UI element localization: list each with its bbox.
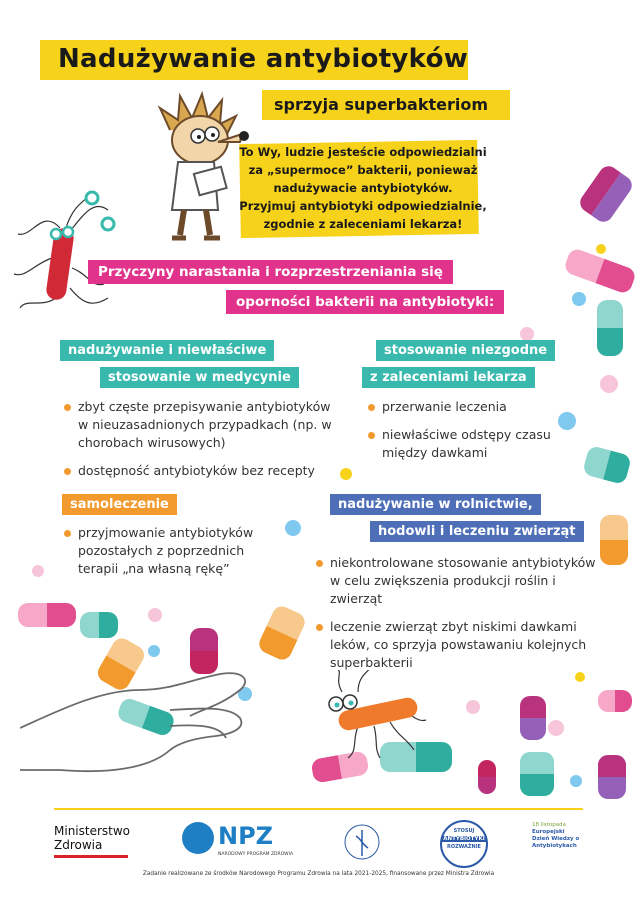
- section-noncompliance-list: [366, 398, 576, 472]
- section-noncompliance-label2: z zaleceniami lekarza: [362, 367, 535, 388]
- bacterium-illustration: [12, 188, 122, 318]
- list-item: przyjmowanie antybiotyków pozostałych z poprzednich terapii „na własną rękę”: [62, 524, 262, 578]
- list-item: niekontrolowane stosowanie antybiotyków w celu zwiększenia produkcji roślin i zwierząt: [314, 554, 604, 608]
- footer-divider: [54, 808, 583, 810]
- section-medical-label1: nadużywanie i niewłaściwe: [60, 340, 274, 361]
- dot-icon: [466, 700, 480, 714]
- section-agriculture-label2: hodowli i leczeniu zwierząt: [370, 521, 584, 542]
- intro-line: za „supermoce” bakterii, ponieważ: [248, 163, 478, 177]
- npz-subtitle: NARODOWY PROGRAM ZDROWIA: [218, 852, 294, 857]
- dot-icon: [596, 244, 606, 254]
- funding-note: Zadanie realizowane ze środków Narodowego Programu Zdrowia na lata 2021-2025, finansowane przez Ministra Zdrowia: [142, 871, 495, 877]
- stop-antibiotics-badge: [440, 820, 488, 868]
- section-selftreat-list: [62, 524, 262, 588]
- ministry-name-line2: Zdrowia: [54, 838, 103, 852]
- ministry-flag-bar: [54, 855, 128, 858]
- npz-logo: [182, 820, 292, 860]
- hedgehog-doctor-illustration: [140, 90, 250, 245]
- eu-date: 18 listopada: [532, 822, 566, 828]
- dot-icon: [148, 608, 162, 622]
- pill-icon: [598, 755, 626, 799]
- section-medical-list: [62, 398, 342, 490]
- eu-line: Dzień Wiedzy o: [532, 836, 580, 842]
- pill-icon: [598, 690, 632, 712]
- badge-text-middle: ANTYBIOTYKI: [443, 836, 485, 842]
- pill-icon: [563, 247, 637, 295]
- pill-icon: [520, 696, 546, 740]
- pill-icon: [576, 162, 635, 225]
- pill-icon: [597, 300, 623, 356]
- dot-icon: [285, 520, 301, 536]
- eu-line: Antybiotykach: [532, 843, 577, 849]
- intro-line: nadużywacie antybiotyków.: [273, 181, 453, 195]
- pill-icon: [520, 752, 554, 796]
- ministry-name-line1: Ministerstwo: [54, 824, 131, 838]
- intro-line: zgodnie z zaleceniami lekarza!: [263, 217, 463, 231]
- section-selftreat-label: samoleczenie: [62, 494, 177, 515]
- list-item: zbyt częste przepisywanie antybiotyków w nieuzasadnionych przypadkach (np. w chorobach wirusowych): [62, 398, 342, 452]
- section-agriculture-list: [314, 554, 604, 682]
- causes-title-line2: oporności bakterii na antybiotyki:: [226, 290, 504, 314]
- list-item: przerwanie leczenia: [366, 398, 576, 416]
- dot-icon: [570, 775, 582, 787]
- section-medical-label2: stosowanie w medycynie: [100, 367, 299, 388]
- pill-icon: [80, 612, 118, 638]
- institute-emblem-icon: [340, 822, 384, 862]
- intro-line: To Wy, ludzie jesteście odpowiedzialni: [239, 145, 487, 159]
- section-noncompliance-label1: stosowanie niezgodne: [376, 340, 555, 361]
- pill-icon: [18, 603, 76, 627]
- dot-icon: [600, 375, 618, 393]
- pill-icon: [478, 760, 496, 794]
- npz-circle-icon: [182, 822, 214, 854]
- pill-icon: [256, 603, 308, 663]
- dot-icon: [32, 565, 44, 577]
- list-item: leczenie zwierząt zbyt niskimi dawkami leków, co sprzyja powstawaniu kolejnych superbakterii: [314, 618, 604, 672]
- dot-icon: [572, 292, 586, 306]
- list-item: niewłaściwe odstępy czasu między dawkami: [366, 426, 576, 462]
- ministry-logo: [54, 824, 130, 858]
- page-title: Nadużywanie antybiotyków: [58, 44, 469, 74]
- pill-icon: [582, 445, 632, 485]
- eu-line: Europejski: [532, 829, 565, 835]
- list-item: dostępność antybiotyków bez recepty: [62, 462, 342, 480]
- npz-wordmark: NPZ: [218, 822, 274, 850]
- page-subtitle: sprzyja superbakteriom: [274, 95, 488, 114]
- intro-line: Przyjmuj antybiotyki odpowiedzialnie,: [239, 199, 487, 213]
- section-agriculture-label1: nadużywanie w rolnictwie,: [330, 494, 541, 515]
- dot-icon: [520, 327, 534, 341]
- hand-illustration: [20, 650, 260, 780]
- badge-text-top: STOSUJ: [453, 828, 475, 834]
- intro-text: [238, 143, 488, 233]
- causes-title-line1: Przyczyny narastania i rozprzestrzeniania się: [88, 260, 453, 284]
- dot-icon: [548, 720, 564, 736]
- badge-text-bottom: ROZWAŻNIE: [447, 844, 481, 850]
- pill-icon: [600, 515, 628, 565]
- eu-antibiotic-day-logo: [532, 822, 592, 850]
- bacterium-illustration: [318, 670, 428, 760]
